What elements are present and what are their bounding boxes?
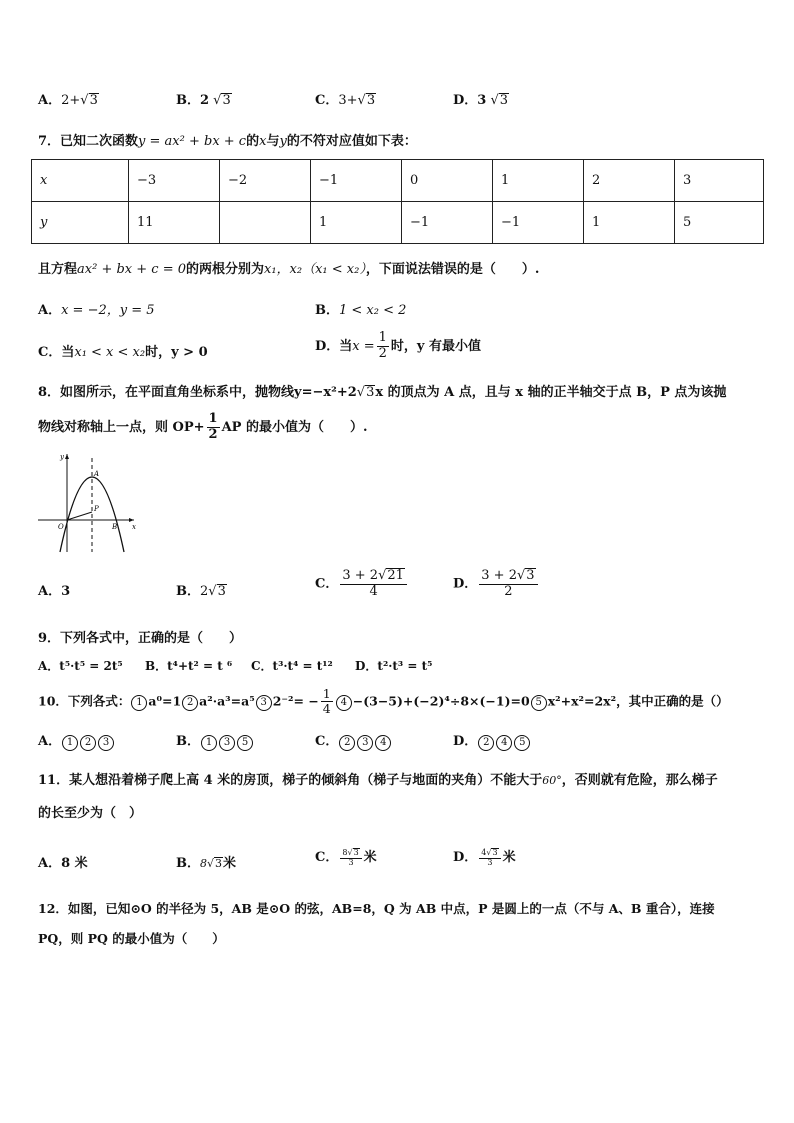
table-cell: 3 — [675, 160, 764, 202]
q7-line2: 且方程ax² + bx + c = 0的两根分别为x₁，x₂（x₁ < x₂），下面说法错误的是（ ）. — [38, 262, 540, 277]
q10-option-c[interactable]: C． 2 3 4 — [315, 730, 392, 751]
label-o: O — [58, 523, 64, 531]
table-cell: −1 — [402, 202, 493, 244]
q7-stem: 7．已知二次函数y = ax² + bx + c的x与y的不符对应值如下表： — [38, 134, 417, 149]
table-cell: −1 — [493, 202, 584, 244]
q10-option-d[interactable]: D． 2 4 5 — [453, 730, 531, 751]
q12-line2: PQ，则 PQ 的最小值为（ ） — [38, 931, 225, 946]
fraction: $\frac{3 + 2√21}{4}$ — [340, 568, 407, 600]
fraction: $\frac{1}{4}$ — [322, 686, 331, 717]
q6-option-b[interactable]: B．2 √3 — [176, 93, 231, 108]
circled-number: 2 — [182, 695, 198, 711]
q9-option-b[interactable]: B．t⁴+t² = t ⁶ — [145, 659, 233, 673]
label-a: A — [94, 470, 100, 478]
label-b: B — [112, 523, 118, 531]
q8-option-c[interactable]: C． $\frac{3 + 2√21}{4}$ — [315, 568, 409, 600]
q10-option-a[interactable]: A． 1 2 3 — [38, 730, 115, 751]
q7-option-a[interactable]: A．x = −2，y = 5 — [38, 303, 155, 318]
table-cell: 0 — [402, 160, 493, 202]
q7-value-table — [31, 159, 764, 244]
q8-parabola-figure — [34, 448, 140, 556]
table-cell: −1 — [311, 160, 402, 202]
q10-stem: 10．下列各式： 1 a⁰=1 2 a²·a³=a⁵ 3 2⁻²= − $\frac{1}{4}$ 4 −(3−5)+(−2)⁴÷8×(−1)=0 5 x²+x²=2x²，其中正确的是（） — [38, 686, 729, 717]
circled-number: 4 — [336, 695, 352, 711]
circled-number: 1 — [131, 695, 147, 711]
table-cell: −2 — [220, 160, 311, 202]
circled-number: 1 — [62, 735, 78, 751]
q8-line2: 物线对称轴上一点，则 OP+ $\frac{1}{2}$ AP 的最小值为（ ）. — [38, 411, 368, 442]
q7-option-d[interactable]: D．当x = $\frac{1}{2}$ 时，y 有最小值 — [315, 330, 482, 361]
x-axis-arrow — [129, 518, 134, 522]
q9-stem: 9．下列各式中，正确的是（ ） — [38, 631, 243, 646]
q8-option-d[interactable]: D． $\frac{3 + 2√3}{2}$ — [453, 568, 540, 600]
q8-line1: 8．如图所示，在平面直角坐标系中，抛物线y=−x²+2√3x 的顶点为 A 点，且与 x 轴的正半轴交于点 B，P 点为该抛 — [38, 385, 727, 400]
circled-number: 5 — [237, 735, 253, 751]
q11-line1: 11．某人想沿着梯子爬上高 4 米的房顶，梯子的倾斜角（梯子与地面的夹角）不能大于60°，否则就有危险，那么梯子 — [38, 773, 718, 788]
q6-option-d[interactable]: D．3 √3 — [453, 93, 509, 108]
circled-number: 4 — [496, 735, 512, 751]
q11-option-a[interactable]: A．8 米 — [38, 856, 88, 871]
q8-option-b[interactable]: B．2√3 — [176, 584, 226, 599]
q9-option-c[interactable]: C．t³·t⁴ = t¹² — [251, 659, 333, 673]
circled-number: 4 — [375, 735, 391, 751]
table-cell: 5 — [675, 202, 764, 244]
fraction: $\frac{1}{2}$ — [378, 330, 387, 361]
table-cell: y — [32, 202, 129, 244]
circled-number: 1 — [201, 735, 217, 751]
circled-number: 3 — [219, 735, 235, 751]
circled-number: 5 — [531, 695, 547, 711]
label-x: x — [132, 523, 136, 531]
q7-option-c[interactable]: C．当x₁ < x < x₂时，y > 0 — [38, 345, 208, 360]
table-cell: −3 — [129, 160, 220, 202]
table-cell: 11 — [129, 202, 220, 244]
q8-option-a[interactable]: A．3 — [38, 584, 71, 599]
circled-number: 5 — [514, 735, 530, 751]
table-row-x — [32, 160, 764, 202]
fraction: $\frac{1}{2}$ — [208, 411, 218, 442]
q11-option-d[interactable]: D． $\frac{4√3}{3}$ 米 — [453, 847, 516, 867]
q11-line2: 的长至少为（ ） — [38, 806, 143, 821]
fraction: $\frac{3 + 2√3}{2}$ — [479, 568, 537, 600]
table-cell: 2 — [584, 160, 675, 202]
segment-op — [67, 512, 92, 520]
circled-number: 3 — [98, 735, 114, 751]
table-row-y — [32, 202, 764, 244]
q6-option-a[interactable]: A．2+√3 — [38, 93, 98, 108]
label-y: y — [60, 453, 64, 461]
fraction: $\frac{4√3}{3}$ — [479, 848, 500, 868]
table-cell: 1 — [584, 202, 675, 244]
table-cell — [220, 202, 311, 244]
q7-option-b[interactable]: B．1 < x₂ < 2 — [315, 303, 407, 318]
q10-option-b[interactable]: B． 1 3 5 — [176, 730, 254, 751]
q11-option-c[interactable]: C． $\frac{8√3}{3}$ 米 — [315, 847, 377, 867]
circled-number: 3 — [256, 695, 272, 711]
circled-number: 2 — [478, 735, 494, 751]
circled-number: 3 — [357, 735, 373, 751]
table-cell: 1 — [311, 202, 402, 244]
label-p: P — [94, 505, 99, 513]
q6-option-c[interactable]: C．3+√3 — [315, 93, 376, 108]
fraction: $\frac{8√3}{3}$ — [340, 848, 361, 868]
q9-option-d[interactable]: D．t²·t³ = t⁵ — [355, 659, 433, 673]
sqrt: 3 — [89, 93, 98, 108]
table-cell: 1 — [493, 160, 584, 202]
circled-number: 2 — [80, 735, 96, 751]
q9-option-a[interactable]: A．t⁵·t⁵ = 2t⁵ — [38, 659, 123, 673]
circled-number: 2 — [339, 735, 355, 751]
q12-line1: 12．如图，已知⊙O 的半径为 5，AB 是⊙O 的弦，AB=8，Q 为 AB 中点，P 是圆上的一点（不与 A、B 重合），连接 — [38, 901, 715, 916]
q11-option-b[interactable]: B．8√3米 — [176, 856, 237, 871]
table-cell: x — [32, 160, 129, 202]
y-axis-arrow — [65, 454, 69, 459]
